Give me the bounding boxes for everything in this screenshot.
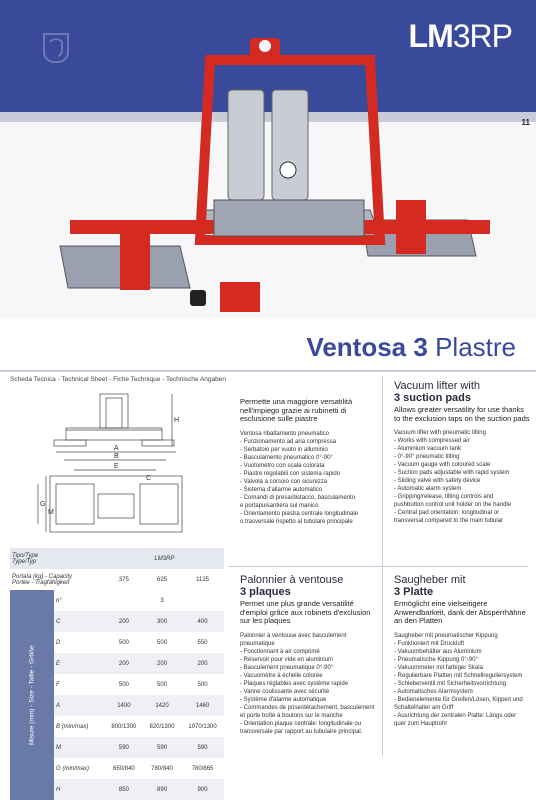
de-lead: Ermöglicht eine vielseitigere Anwendbarkeit, dank der Absperrhähne an den Platten [394, 599, 526, 625]
size-vertical-label: Misure (mm) - Size - Taille - Größe [10, 590, 54, 800]
english-column [394, 380, 530, 525]
list-item: - Système d'alarme automatique [240, 696, 327, 703]
list-item: quer zum Hauptrohr [394, 720, 448, 727]
fr-heading-bold: 3 plaques [240, 586, 291, 598]
en-subtitle: Vacuum lifter with pneumatic tilting [394, 430, 486, 436]
dim-label-b: B [114, 453, 119, 460]
table-cell: 625 [157, 576, 168, 583]
table-cell: 1400 [117, 702, 131, 709]
en-heading-light: Vacuum lifter with [394, 380, 480, 392]
dim-label-a: A [114, 445, 119, 452]
list-item: - Works with compressed air [394, 438, 470, 444]
list-item: - Vacuomètre à échelle colorée [240, 672, 323, 679]
it-feature-list [240, 438, 376, 526]
list-item: - Gripping/release, tilting controls and [394, 494, 494, 500]
row-key: E [56, 660, 61, 667]
page-number: 11 [521, 118, 530, 127]
list-item: - 0°-90° pneumatic tilting [394, 454, 460, 460]
list-item: - Plaques réglables avec système rapide [240, 680, 349, 687]
de-heading-light: Saugheber mit [394, 574, 466, 586]
dim-label-m: M [48, 509, 54, 516]
fr-subtitle: Palonnier à ventouse avec basculement pneumatique [240, 632, 347, 647]
list-item: transversale par rapport au tubulaire principal. [240, 728, 363, 735]
list-item: - Vuotometro con scala colorata [240, 462, 325, 469]
en-lead: Allows greater versatility for use thanks to the exclusion taps on the suction pads [394, 405, 530, 423]
table-row [10, 590, 224, 611]
row-key: B (min/max) [56, 723, 89, 730]
table-cell: 200 [197, 660, 208, 667]
list-item: - Aluminium vacuum tank [394, 446, 462, 452]
list-item: e portapulsantiera sul manico [240, 502, 319, 509]
list-item: o trasversale rispetto al tubolare principale [240, 518, 353, 525]
product-code-bold: LM [408, 18, 453, 54]
table-cell: 900 [197, 786, 208, 793]
type-label: Tipo/Type Type/Typ [10, 548, 105, 569]
row-key: F [56, 681, 60, 688]
it-lead: Permette una maggiore versatilità nell'impiego grazie ai rubinetti di esclusione sulle piastre [240, 397, 353, 423]
list-item: - Vakuummeter mit farbiger Skala [394, 664, 483, 671]
vacuum-lifter-illustration [40, 20, 520, 320]
row-key: H [56, 786, 61, 793]
list-item: - Vanne coulissante avec sécurité [240, 688, 330, 695]
dim-label-g: G [40, 501, 46, 508]
table-cell: 1460 [195, 702, 210, 709]
table-cell: 550 [197, 639, 208, 646]
dim-label-h: H [174, 417, 180, 424]
french-column [240, 574, 376, 736]
table-cell: 890 [157, 786, 168, 793]
list-item: - Orientation plaque centrale: longitudinale ou [240, 720, 362, 727]
spec-table-wrapper [10, 548, 224, 800]
list-item: - Vakuumbehälter aus Aluminium [394, 648, 482, 655]
list-item: - Sliding valve with safety device [394, 478, 481, 484]
list-item: - Valvola a corsoio con sicurezza [240, 478, 328, 485]
table-cell: 590 [197, 744, 208, 751]
table-cell: 3 [160, 597, 164, 604]
row-divider [228, 566, 528, 567]
list-item: - Central pad orientation: longitudinal or [394, 510, 500, 516]
table-cell: 500 [118, 639, 129, 646]
table-cell: 590 [157, 744, 168, 751]
fr-heading-light: Palonnier à ventouse [240, 574, 344, 586]
en-heading-bold: 3 suction pads [394, 392, 472, 404]
fr-heading [240, 574, 376, 598]
dim-label-e: E [114, 463, 119, 470]
table-cell: 800/1300 [111, 723, 137, 730]
german-column [394, 574, 530, 728]
table-row [10, 548, 224, 569]
table-cell: 590 [118, 744, 129, 751]
it-subtitle: Ventosa ribaltamento pneumatico [240, 430, 330, 437]
table-cell: 1070/1300 [188, 723, 217, 730]
title-bold: Ventosa 3 [306, 332, 428, 362]
en-heading [394, 380, 530, 404]
table-cell: 375 [118, 576, 129, 583]
table-cell: 780/865 [191, 765, 214, 772]
spec-table [10, 548, 224, 800]
table-cell: 500 [157, 681, 168, 688]
table-cell [105, 590, 143, 611]
de-subtitle: Saugheber mit pneumatischer Kippung [394, 632, 498, 639]
list-item: - Comandi di presa/distacco, basculamento [240, 494, 356, 501]
list-item: - Piastre regolabili con sistema rapido [240, 470, 341, 477]
list-item: pushbutton control unit holder on the handle [394, 502, 512, 508]
row-key: A [56, 702, 61, 709]
dim-label-c: C [146, 475, 152, 482]
de-heading [394, 574, 530, 598]
list-item: Schaltelhalter am Griff [394, 704, 454, 711]
row-key: G (min/max) [56, 765, 89, 772]
list-item: - Orientamento piastra centrale longitudinale [240, 510, 359, 517]
list-item: - Réservoir pour vide en aluminium [240, 656, 334, 663]
fr-feature-list [240, 648, 376, 736]
table-cell [181, 590, 224, 611]
technical-drawing [16, 388, 216, 548]
table-cell: 650/840 [113, 765, 135, 772]
list-item: - Automatic alarm system [394, 486, 462, 492]
list-item: - Vacuum gauge with coloured scale [394, 462, 491, 468]
capacity-label: Portata (kg) - Capacity Portée - Tragfähigkeit [12, 573, 73, 586]
table-cell: 200 [118, 660, 129, 667]
list-item: - Funktioniert mit Druckluft [394, 640, 465, 647]
table-cell: 780/840 [151, 765, 173, 772]
product-code-light: 3RP [452, 18, 512, 54]
row-key: M [56, 744, 61, 751]
table-cell: 400 [197, 618, 208, 625]
list-item: - Funzionamento ad aria compressa [240, 438, 337, 445]
list-item: - Ausrichtung der zentralen Platte: Längs oder [394, 712, 517, 719]
list-item: et porte boîte à boutons sur le manche [240, 712, 343, 719]
list-item: - Basculement pneumatique 0°-90° [240, 664, 334, 671]
list-item: - Serbatoio per vuoto in alluminio [240, 446, 328, 453]
table-cell: 1125 [196, 576, 209, 583]
table-row [10, 569, 224, 590]
technical-sheet-label: Scheda Tecnica - Technical Sheet - Fiche Technique - Technische Angaben [10, 376, 226, 383]
fr-lead: Permet une plus grande versatilité d'emploi grâce aux robinets d'exclusion sur les plaques [240, 599, 371, 625]
en-feature-list [394, 437, 530, 525]
de-heading-bold: 3 Platte [394, 586, 434, 598]
title-light: Plastre [435, 332, 516, 362]
table-cell: 300 [157, 618, 168, 625]
table-cell: 500 [157, 639, 168, 646]
list-item: transversal compared to the main tubular [394, 518, 504, 524]
italian-column [240, 396, 376, 526]
table-cell: 500 [197, 681, 208, 688]
page-title [306, 332, 516, 363]
table-cell: 200 [157, 660, 168, 667]
row-key: n° [56, 597, 62, 604]
list-item: - Sistema d'allarme automatico [240, 486, 323, 493]
table-cell: 1420 [155, 702, 169, 709]
list-item: - Bedienelemente für Greifen/Lösen, Kippen und [394, 696, 523, 703]
section-rule [0, 370, 536, 372]
table-cell: 200 [118, 618, 129, 625]
list-item: - Commandes de prise/détachement, basculement [240, 704, 375, 711]
row-key: C [56, 618, 61, 625]
list-item: - Basculamento pneumatico 0°-90° [240, 454, 333, 461]
list-item: - Automatisches Alarmsystem [394, 688, 473, 695]
list-item: - Fonctionnant à air comprimé [240, 648, 320, 655]
list-item: - Suction pads adjustable with rapid system [394, 470, 510, 476]
de-feature-list [394, 640, 530, 728]
table-cell: 850 [118, 786, 129, 793]
row-key: D [56, 639, 61, 646]
list-item: - Pneumatische Kippung 0°-90° [394, 656, 478, 663]
model-label: LM3RP [105, 548, 224, 569]
table-cell: 500 [118, 681, 129, 688]
list-item: - Schieberventil mit Sicherheitsvorrichtung [394, 680, 507, 687]
table-cell: 820/1300 [149, 723, 175, 730]
list-item: - Regulierbare Platten mit Schnellreguliersystem [394, 672, 523, 679]
